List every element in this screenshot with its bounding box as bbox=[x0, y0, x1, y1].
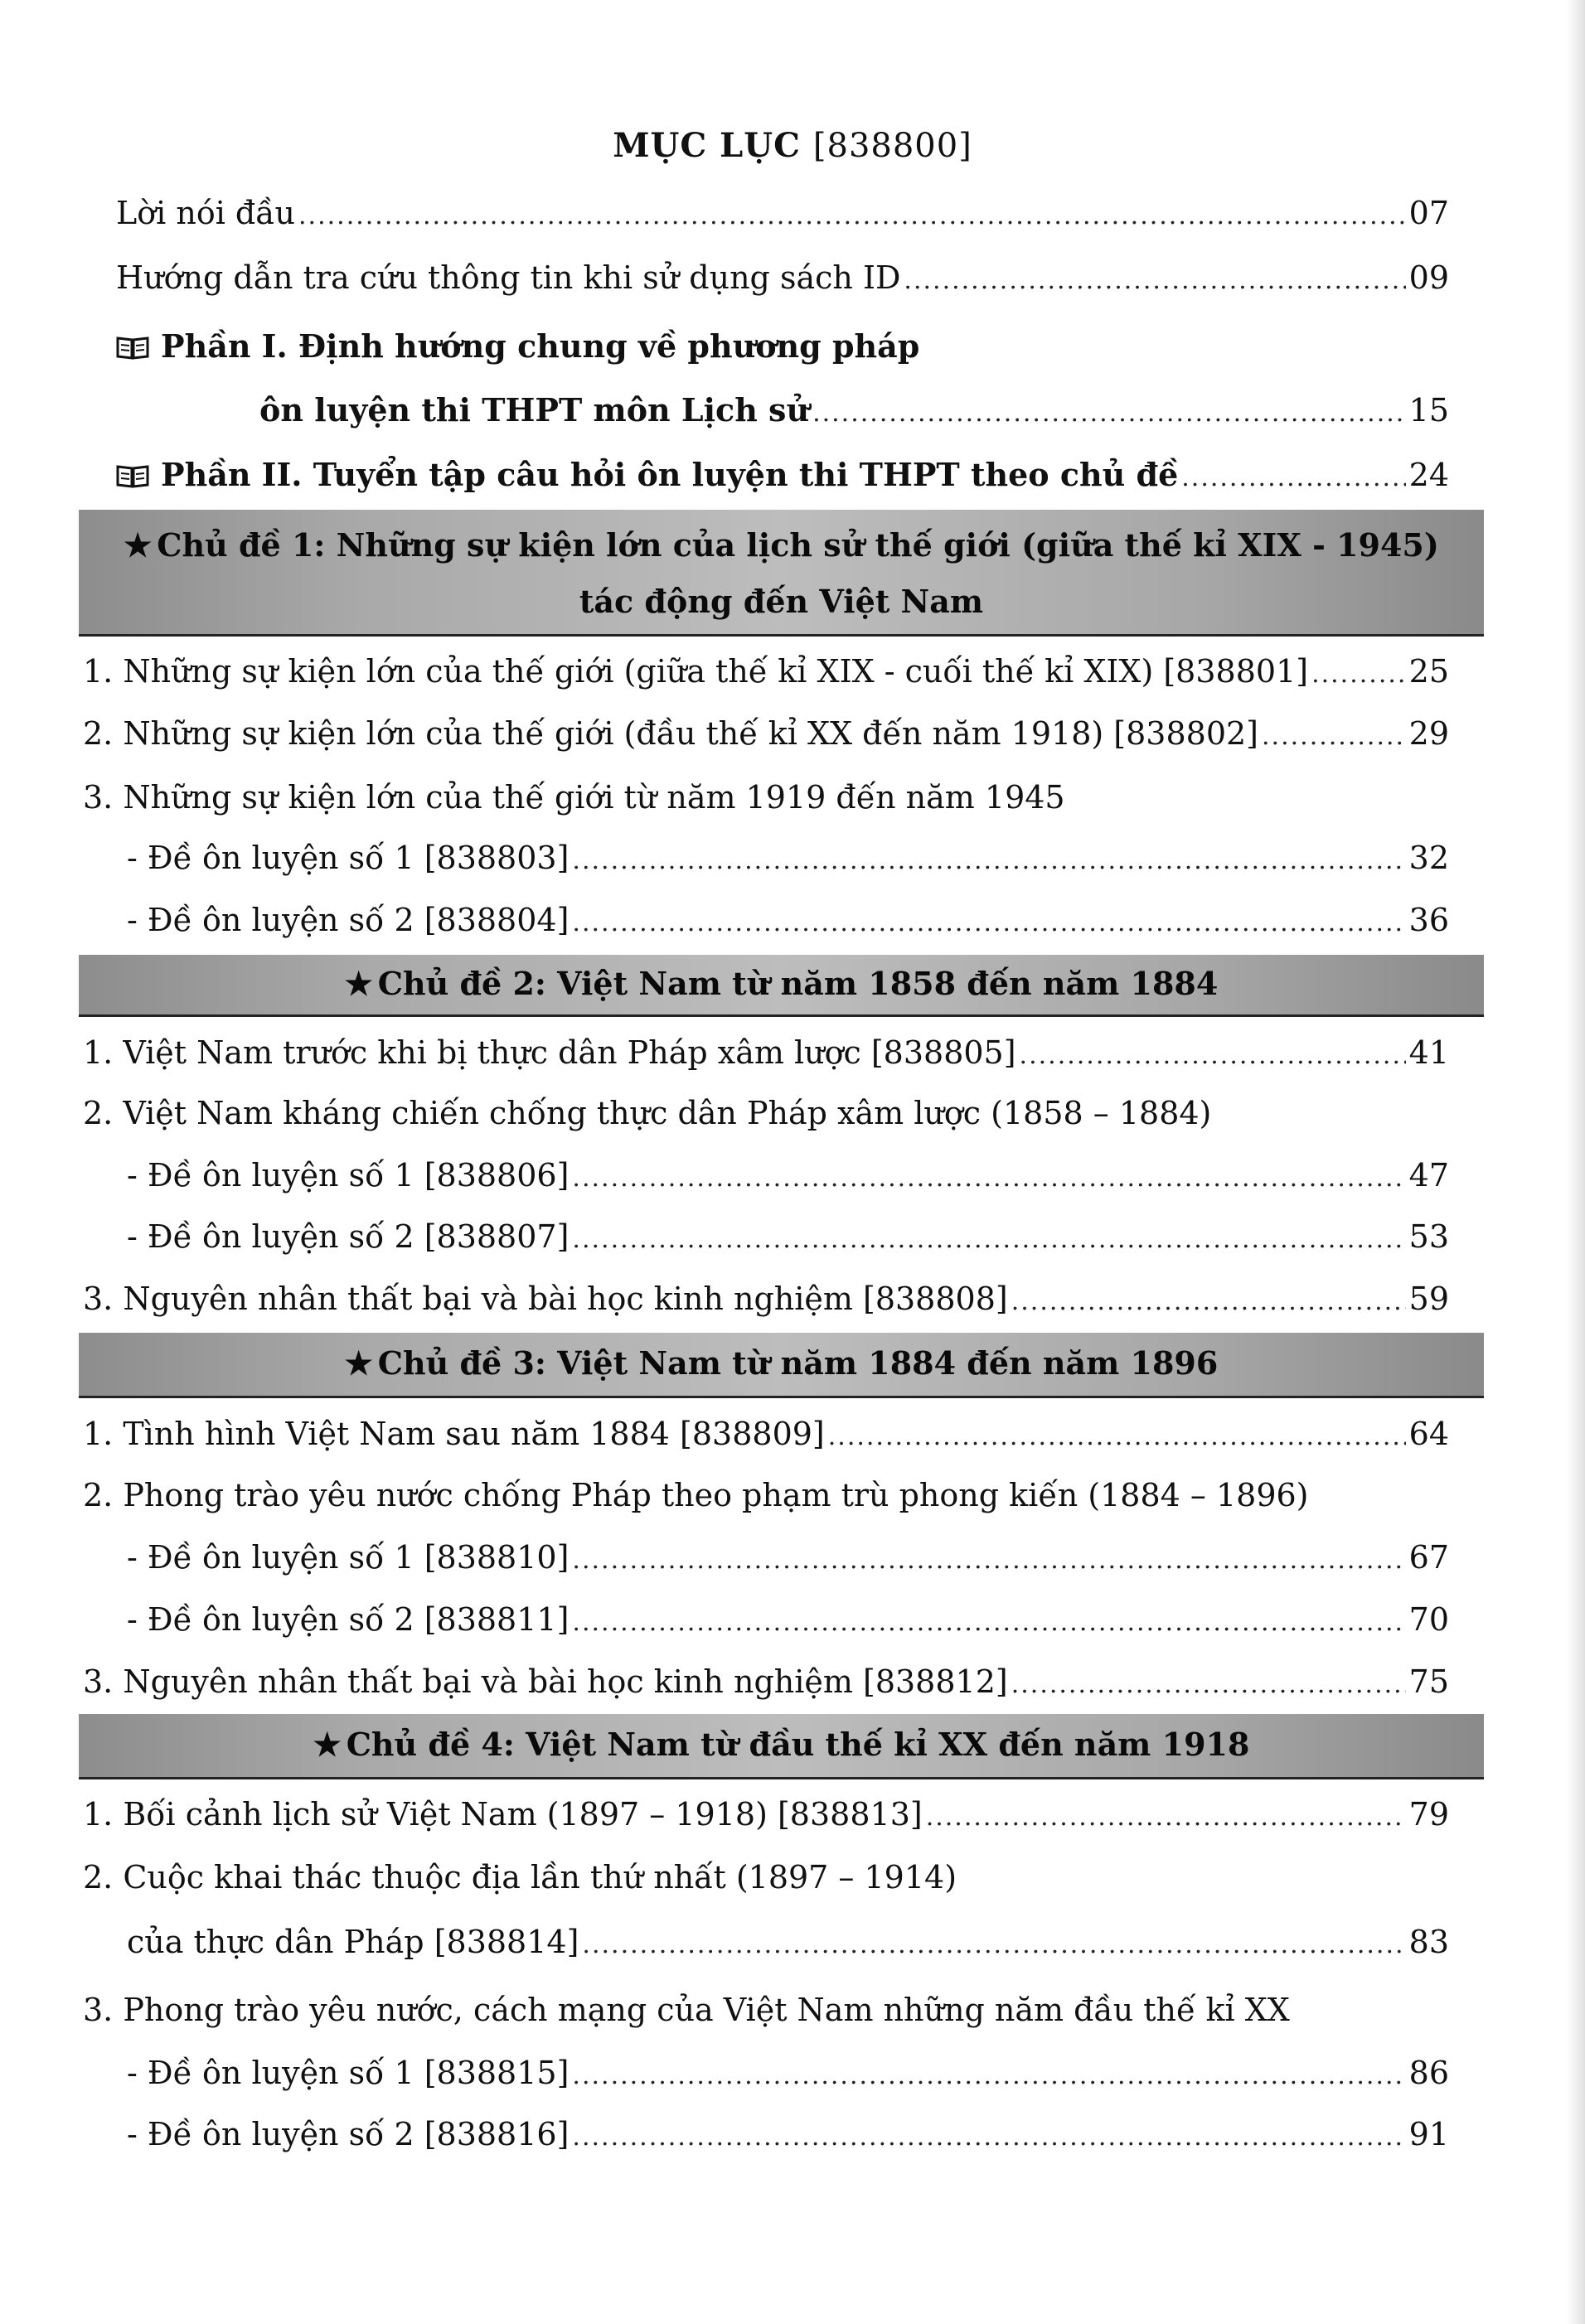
toc-entry-text: 2. Cuộc khai thác thuộc địa lần thứ nhất (1897 – 1914) bbox=[83, 1859, 957, 1896]
toc-section-heading[interactable] bbox=[83, 777, 1449, 818]
dot-leader bbox=[572, 840, 1405, 882]
toc-entry[interactable] bbox=[127, 2113, 1449, 2158]
dot-leader bbox=[926, 1797, 1406, 1838]
toc-entry-text: - Đề ôn luyện số 1 [838803] bbox=[127, 840, 570, 876]
toc-entry[interactable] bbox=[127, 837, 1449, 882]
topic-2-title: Chủ đề 2: Việt Nam từ năm 1858 đến năm 1884 bbox=[377, 965, 1219, 1002]
toc-entry-text: 1. Việt Nam trước khi bị thực dân Pháp xâm lược [838805] bbox=[83, 1034, 1016, 1071]
toc-entry-text: - Đề ôn luyện số 1 [838810] bbox=[127, 1539, 570, 1576]
toc-entry-page: 29 bbox=[1408, 715, 1449, 752]
toc-entry-text: - Đề ôn luyện số 2 [838816] bbox=[127, 2116, 570, 2152]
topic-1-title: Chủ đề 1: Những sự kiện lớn của lịch sử thế giới (giữa thế kỉ XIX - 1945) bbox=[157, 526, 1439, 564]
dot-leader bbox=[572, 2055, 1405, 2097]
topic-4-title-line bbox=[79, 1726, 1484, 1763]
book-icon bbox=[116, 463, 149, 488]
dot-leader bbox=[1262, 716, 1406, 758]
toc-section-heading[interactable] bbox=[83, 1989, 1449, 2031]
toc-entry-text: - Đề ôn luyện số 1 [838806] bbox=[127, 1157, 570, 1193]
toc-entry-preface[interactable] bbox=[116, 192, 1449, 237]
toc-entry-page: 53 bbox=[1408, 1218, 1449, 1255]
toc-entry-page: 07 bbox=[1408, 195, 1449, 231]
toc-entry-text: - Đề ôn luyện số 1 [838815] bbox=[127, 2055, 570, 2091]
toc-entry[interactable] bbox=[127, 1216, 1449, 1261]
toc-entry[interactable] bbox=[127, 1537, 1449, 1581]
toc-section-heading[interactable] bbox=[83, 1092, 1449, 1134]
toc-part-2-title: Phần II. Tuyển tập câu hỏi ôn luyện thi THPT theo chủ đề bbox=[161, 456, 1179, 493]
star-icon: ★ bbox=[313, 1726, 342, 1763]
toc-entry-text: 1. Bối cảnh lịch sử Việt Nam (1897 – 1918) [838813] bbox=[83, 1796, 923, 1833]
toc-entry-page: 91 bbox=[1408, 2116, 1449, 2152]
topic-1-title-line-2: tác động đến Việt Nam bbox=[579, 583, 984, 620]
topic-2-title-line bbox=[79, 965, 1484, 1002]
toc-entry-text: 2. Những sự kiện lớn của thế giới (đầu thế kỉ XX đến năm 1918) [838802] bbox=[83, 715, 1259, 752]
dot-leader bbox=[1311, 654, 1406, 695]
toc-entry[interactable] bbox=[83, 1278, 1449, 1323]
topic-4-banner bbox=[79, 1714, 1484, 1779]
toc-entry-part-1[interactable] bbox=[259, 390, 1449, 434]
star-icon: ★ bbox=[124, 526, 153, 564]
toc-entry-page: 64 bbox=[1408, 1416, 1449, 1452]
page-title-code: [838800] bbox=[812, 127, 972, 165]
toc-entry[interactable] bbox=[83, 1413, 1449, 1458]
dot-leader bbox=[298, 196, 1406, 237]
toc-entry-page: 25 bbox=[1408, 653, 1449, 690]
toc-part-1-title: Phần I. Định hướng chung về phương pháp bbox=[161, 327, 920, 365]
page-title bbox=[0, 126, 1585, 165]
toc-entry-text: - Đề ôn luyện số 2 [838807] bbox=[127, 1218, 570, 1255]
dot-leader bbox=[582, 1925, 1405, 1966]
toc-entry[interactable] bbox=[83, 651, 1449, 695]
toc-entry-page: 86 bbox=[1408, 2055, 1449, 2091]
toc-entry[interactable] bbox=[127, 1921, 1449, 1966]
toc-entry-text: 1. Những sự kiện lớn của thế giới (giữa thế kỉ XIX - cuối thế kỉ XIX) [838801] bbox=[83, 653, 1309, 690]
toc-entry[interactable] bbox=[83, 1032, 1449, 1077]
toc-entry-text: Lời nói đầu bbox=[116, 195, 296, 231]
star-icon: ★ bbox=[344, 1344, 373, 1382]
toc-entry-guide[interactable] bbox=[116, 257, 1449, 302]
toc-entry-page: 83 bbox=[1408, 1924, 1449, 1960]
toc-part-1-heading[interactable] bbox=[116, 326, 1449, 367]
toc-entry-text: - Đề ôn luyện số 2 [838804] bbox=[127, 902, 570, 938]
topic-2-banner bbox=[79, 955, 1484, 1017]
toc-entry-page: 67 bbox=[1408, 1539, 1449, 1576]
topic-1-banner bbox=[79, 510, 1484, 637]
toc-entry-page: 32 bbox=[1408, 840, 1449, 876]
toc-section-heading[interactable] bbox=[83, 1857, 1449, 1898]
toc-entry-page: 41 bbox=[1408, 1034, 1449, 1071]
toc-entry-page: 09 bbox=[1408, 259, 1449, 296]
toc-entry-text: 3. Nguyên nhân thất bại và bài học kinh nghiệm [838808] bbox=[83, 1281, 1008, 1317]
topic-3-title-line bbox=[79, 1344, 1484, 1382]
dot-leader bbox=[572, 2117, 1405, 2158]
toc-part-1-subtitle: ôn luyện thi THPT môn Lịch sử bbox=[259, 391, 810, 428]
page-title-text: MỤC LỤC bbox=[613, 126, 801, 165]
toc-section-heading[interactable] bbox=[83, 1474, 1449, 1516]
toc-entry-page: 24 bbox=[1408, 457, 1449, 493]
toc-entry[interactable] bbox=[127, 899, 1449, 944]
toc-entry-text: Hướng dẫn tra cứu thông tin khi sử dụng sách ID bbox=[116, 259, 901, 296]
topic-4-title: Chủ đề 4: Việt Nam từ đầu thế kỉ XX đến năm 1918 bbox=[346, 1726, 1250, 1763]
toc-entry-page: 79 bbox=[1408, 1796, 1449, 1833]
page-edge-shadow bbox=[1567, 0, 1585, 2324]
toc-entry-page: 36 bbox=[1408, 902, 1449, 938]
toc-entry[interactable] bbox=[83, 1661, 1449, 1706]
toc-entry-page: 15 bbox=[1408, 392, 1449, 428]
toc-entry-text: 3. Nguyên nhân thất bại và bài học kinh nghiệm [838812] bbox=[83, 1663, 1008, 1700]
toc-entry-text: 3. Phong trào yêu nước, cách mạng của Việt Nam những năm đầu thế kỉ XX bbox=[83, 1992, 1290, 2028]
topic-1-title-line-1 bbox=[79, 526, 1484, 564]
topic-3-banner bbox=[79, 1333, 1484, 1398]
dot-leader bbox=[572, 1158, 1405, 1199]
toc-entry-text: 3. Những sự kiện lớn của thế giới từ năm 1919 đến năm 1945 bbox=[83, 779, 1065, 816]
star-icon: ★ bbox=[344, 965, 373, 1002]
toc-entry-text: - Đề ôn luyện số 2 [838811] bbox=[127, 1601, 570, 1638]
toc-entry-text: 1. Tình hình Việt Nam sau năm 1884 [838809] bbox=[83, 1416, 825, 1452]
toc-entry[interactable] bbox=[127, 2052, 1449, 2097]
toc-entry-text: 2. Việt Nam kháng chiến chống thực dân Pháp xâm lược (1858 – 1884) bbox=[83, 1095, 1212, 1131]
toc-entry[interactable] bbox=[127, 1155, 1449, 1199]
toc-entry-page: 70 bbox=[1408, 1601, 1449, 1638]
dot-leader bbox=[904, 260, 1405, 302]
toc-entry-page: 75 bbox=[1408, 1663, 1449, 1700]
dot-leader bbox=[1011, 1664, 1406, 1706]
dot-leader bbox=[1011, 1281, 1406, 1323]
dot-leader bbox=[1181, 458, 1405, 499]
dot-leader bbox=[812, 393, 1406, 434]
toc-entry-part-2[interactable] bbox=[116, 454, 1449, 499]
dot-leader bbox=[572, 1602, 1405, 1644]
toc-entry[interactable] bbox=[83, 1794, 1449, 1838]
toc-entry-text: của thực dân Pháp [838814] bbox=[127, 1924, 579, 1960]
dot-leader bbox=[828, 1416, 1406, 1458]
toc-entry-page: 59 bbox=[1408, 1281, 1449, 1317]
dot-leader bbox=[572, 903, 1405, 944]
book-icon bbox=[116, 335, 149, 360]
toc-entry[interactable] bbox=[83, 713, 1449, 758]
toc-entry[interactable] bbox=[127, 1599, 1449, 1644]
dot-leader bbox=[1020, 1035, 1406, 1077]
topic-3-title: Chủ đề 3: Việt Nam từ năm 1884 đến năm 1896 bbox=[377, 1344, 1219, 1382]
toc-entry-page: 47 bbox=[1408, 1157, 1449, 1193]
dot-leader bbox=[572, 1219, 1405, 1261]
dot-leader bbox=[572, 1540, 1405, 1581]
toc-entry-text: 2. Phong trào yêu nước chống Pháp theo phạm trù phong kiến (1884 – 1896) bbox=[83, 1477, 1309, 1513]
